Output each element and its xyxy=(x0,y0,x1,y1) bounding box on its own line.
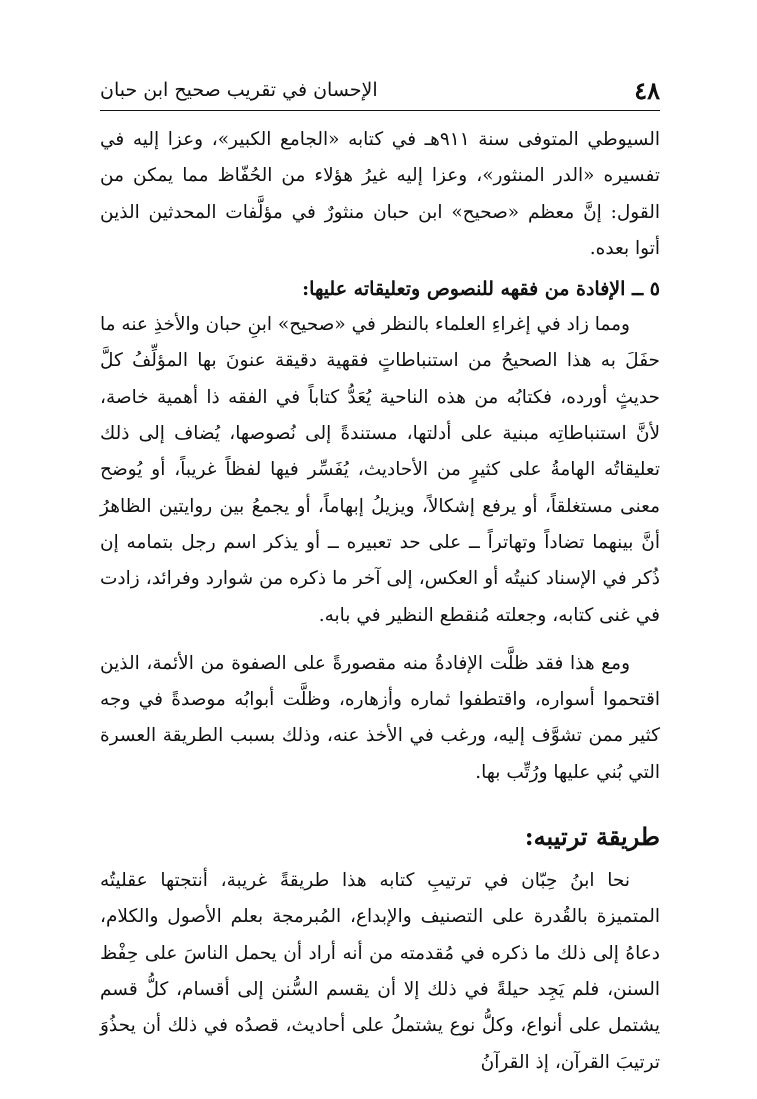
section-item-heading: ٥ ــ الإفادة من فقهه للنصوص وتعليقاته عليها: xyxy=(302,278,660,301)
paragraph: السيوطي المتوفى سنة ٩١١هـ في كتابه «الجامع الكبير»، وعزا إليه في تفسيره «الدر المنثور»، وعزا إليه غيرُ هؤلاء من الحُفّاظ مما يمكن من القول: إنَّ معظم «صحيح» ابن حبان منثورٌ في مؤلَّفات المحدثين الذين أتوا بعده. xyxy=(100,129,660,259)
page-number: ٤٨ xyxy=(634,75,660,105)
paragraph: نحا ابنُ حِبّان في ترتيبِ كتابه هذا طريقةً غريبة، أنتجتها عقليتُه المتميزة بالقُدرة على التصنيف والإبداع، المُبرمجة بعلم الأصول والكلام، دعاهُ إلى ذلك ما ذكره في مُقدمته من أنه أراد أن يحمل الناسَ على حِفْظ السنن، فلم يَجِد حيلةً في ذلك إلا أن يقسم السُّنن إلى أقسام، كلُّ قسم يشتمل على أنواع، وكلُّ نوع يشتملُ على أحاديث، قصدُه في ذلك أن يحذُوَ ترتيبَ القرآن، إذ القرآنُ xyxy=(100,870,660,1073)
running-title: الإحسان في تقريب صحيح ابن حبان xyxy=(100,79,378,101)
paragraph: ومع هذا فقد ظلَّت الإفادةُ منه مقصورةً على الصفوة من الأئمة، الذين اقتحموا أسواره، واقتطفوا ثماره وأزهاره، وظلَّت أبوابُه موصدةً في وجه كثير ممن تشوَّف إليه، ورغب في الأخذ عنه، وذلك بسبب الطريقة العسرة التي بُني عليها ورُتِّب بها. xyxy=(100,652,660,783)
running-header xyxy=(100,70,660,111)
section-heading: طريقة ترتيبه: xyxy=(524,822,660,852)
paragraph: ومما زاد في إغراءِ العلماء بالنظر في «صحيح» ابنِ حبان والأخذِ عنه ما حفَلَ به هذا الصحيحُ من استنباطاتٍ فقهية دقيقة عنونَ بها المؤلِّفُ كلَّ حديثٍ أورده، فكتابُه من هذه الناحية يُعَدُّ كتاباً في الفقه ذا أهمية خاصة، لأنَّ استنباطاتِه مبنية على أدلتها، مستندةً إلى نُصوصها، يُضاف إلى ذلك تعليقاتُه الهامةُ على كثيرٍ من الأحاديث، يُفَسِّر فيها لفظاً غريباً، أو يُوضح معنى مستغلقاً، أو يرفع إشكالاً، ويزيلُ إبهاماً، أو يجمعُ بين روايتين الظاهرُ أنَّ بينهما تضاداً وتهاتراً ــ على حد تعبيره ــ أو يذكر اسم رجل بتمامه إن ذُكر في الإسناد كنيتُه أو العكس، إلى آخر ما ذكره من شوارد وفرائد، زادت في غنى كتابه، وجعلته مُنقطع النظير في بابه. xyxy=(100,314,660,626)
page-body xyxy=(100,122,660,1081)
